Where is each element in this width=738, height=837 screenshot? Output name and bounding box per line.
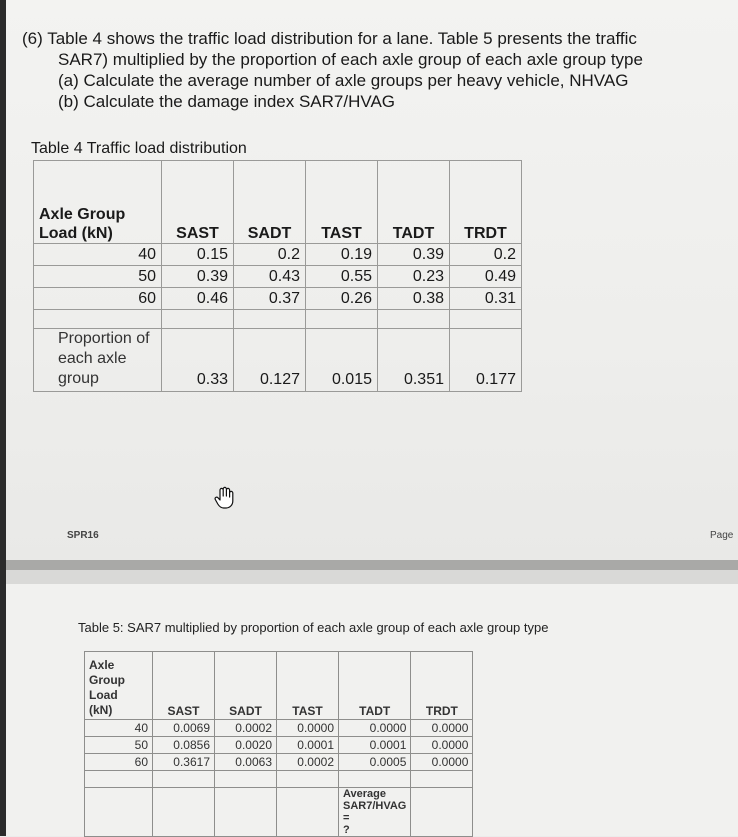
- table5-cell: 0.0000: [411, 754, 473, 771]
- table5: [84, 651, 473, 837]
- table5-col-header: SADT: [215, 652, 277, 720]
- table-row: [85, 737, 473, 754]
- table4-spacer-row: [34, 310, 522, 329]
- table-row: [85, 720, 473, 737]
- table4-cell: 0.39: [378, 244, 450, 266]
- table5-cell: 0.0856: [153, 737, 215, 754]
- table4-proportion-cell: 0.015: [306, 329, 378, 392]
- table4-col-header: TRDT: [450, 161, 522, 244]
- table5-cell: 0.0000: [339, 720, 411, 737]
- table5-title: Table 5: SAR7 multiplied by proportion of each axle group of each axle group type: [78, 620, 549, 635]
- table4-cell: 0.19: [306, 244, 378, 266]
- table-row: [34, 266, 522, 288]
- table4-cell: 0.55: [306, 266, 378, 288]
- table4-load-header: Axle Group Load (kN): [34, 161, 162, 244]
- table4-col-header: TAST: [306, 161, 378, 244]
- table4-col-header: SADT: [234, 161, 306, 244]
- table5-cell: 0.0069: [153, 720, 215, 737]
- table4-col-header: SAST: [162, 161, 234, 244]
- table5-cell: 0.0002: [277, 754, 339, 771]
- table4-proportion-cell: 0.33: [162, 329, 234, 392]
- table4-proportion-label: Proportion of each axle group: [34, 329, 162, 392]
- question-line-1: (6) Table 4 shows the traffic load distribution for a lane. Table 5 presents the traffic: [22, 29, 637, 48]
- footer-code: SPR16: [67, 530, 99, 541]
- table4-load-cell: 50: [34, 266, 162, 288]
- table5-average-label: Average SAR7/HVAG = ?: [339, 788, 411, 837]
- question-part-a: (a) Calculate the average number of axle groups per heavy vehicle, NHVAG: [58, 71, 629, 90]
- table4-cell: 0.46: [162, 288, 234, 310]
- table4: [33, 160, 522, 392]
- table5-cell: 0.0000: [411, 737, 473, 754]
- table4-cell: 0.43: [234, 266, 306, 288]
- table4-title: Table 4 Traffic load distribution: [31, 140, 247, 157]
- hand-cursor-icon: [214, 486, 236, 515]
- table4-cell: 0.2: [450, 244, 522, 266]
- table4-cell: 0.26: [306, 288, 378, 310]
- table5-cell: 0.0020: [215, 737, 277, 754]
- table4-proportion-cell: 0.177: [450, 329, 522, 392]
- table5-cell: 0.0001: [277, 737, 339, 754]
- table4-cell: 0.2: [234, 244, 306, 266]
- table5-cell: 0.0001: [339, 737, 411, 754]
- page-gap: [0, 570, 738, 584]
- question-text: [22, 28, 643, 112]
- table4-proportion-cell: 0.351: [378, 329, 450, 392]
- table5-cell: 0.0000: [277, 720, 339, 737]
- table4-cell: 0.23: [378, 266, 450, 288]
- page-divider: [0, 560, 738, 570]
- table5-load-header: Axle Group Load (kN): [85, 652, 153, 720]
- table4-cell: 0.49: [450, 266, 522, 288]
- table5-spacer-row: [85, 771, 473, 788]
- question-part-b: (b) Calculate the damage index SAR7/HVAG: [58, 92, 396, 111]
- table5-col-header: TADT: [339, 652, 411, 720]
- table-row: [85, 754, 473, 771]
- table5-col-header: TRDT: [411, 652, 473, 720]
- table4-proportion-cell: 0.127: [234, 329, 306, 392]
- table5-cell: 0.0000: [411, 720, 473, 737]
- question-line-2: SAR7) multiplied by the proportion of each axle group of each axle group type: [58, 50, 643, 69]
- table4-cell: 0.15: [162, 244, 234, 266]
- table4-cell: 0.37: [234, 288, 306, 310]
- table5-load-cell: 60: [85, 754, 153, 771]
- table5-load-cell: 50: [85, 737, 153, 754]
- table5-header-row: [85, 652, 473, 720]
- table4-cell: 0.31: [450, 288, 522, 310]
- table4-load-cell: 40: [34, 244, 162, 266]
- window-edge: [0, 0, 6, 836]
- table-row: [34, 288, 522, 310]
- table5-average-row: [85, 788, 473, 837]
- table5-cell: 0.0063: [215, 754, 277, 771]
- table5-cell: 0.0005: [339, 754, 411, 771]
- table4-header-row: [34, 161, 522, 244]
- footer-page: Page: [710, 530, 734, 541]
- table5-cell: 0.0002: [215, 720, 277, 737]
- table4-col-header: TADT: [378, 161, 450, 244]
- table5-col-header: TAST: [277, 652, 339, 720]
- table4-proportion-row: [34, 329, 522, 392]
- table4-cell: 0.39: [162, 266, 234, 288]
- table4-load-cell: 60: [34, 288, 162, 310]
- table-row: [34, 244, 522, 266]
- table5-col-header: SAST: [153, 652, 215, 720]
- table5-load-cell: 40: [85, 720, 153, 737]
- table5-cell: 0.3617: [153, 754, 215, 771]
- table4-cell: 0.38: [378, 288, 450, 310]
